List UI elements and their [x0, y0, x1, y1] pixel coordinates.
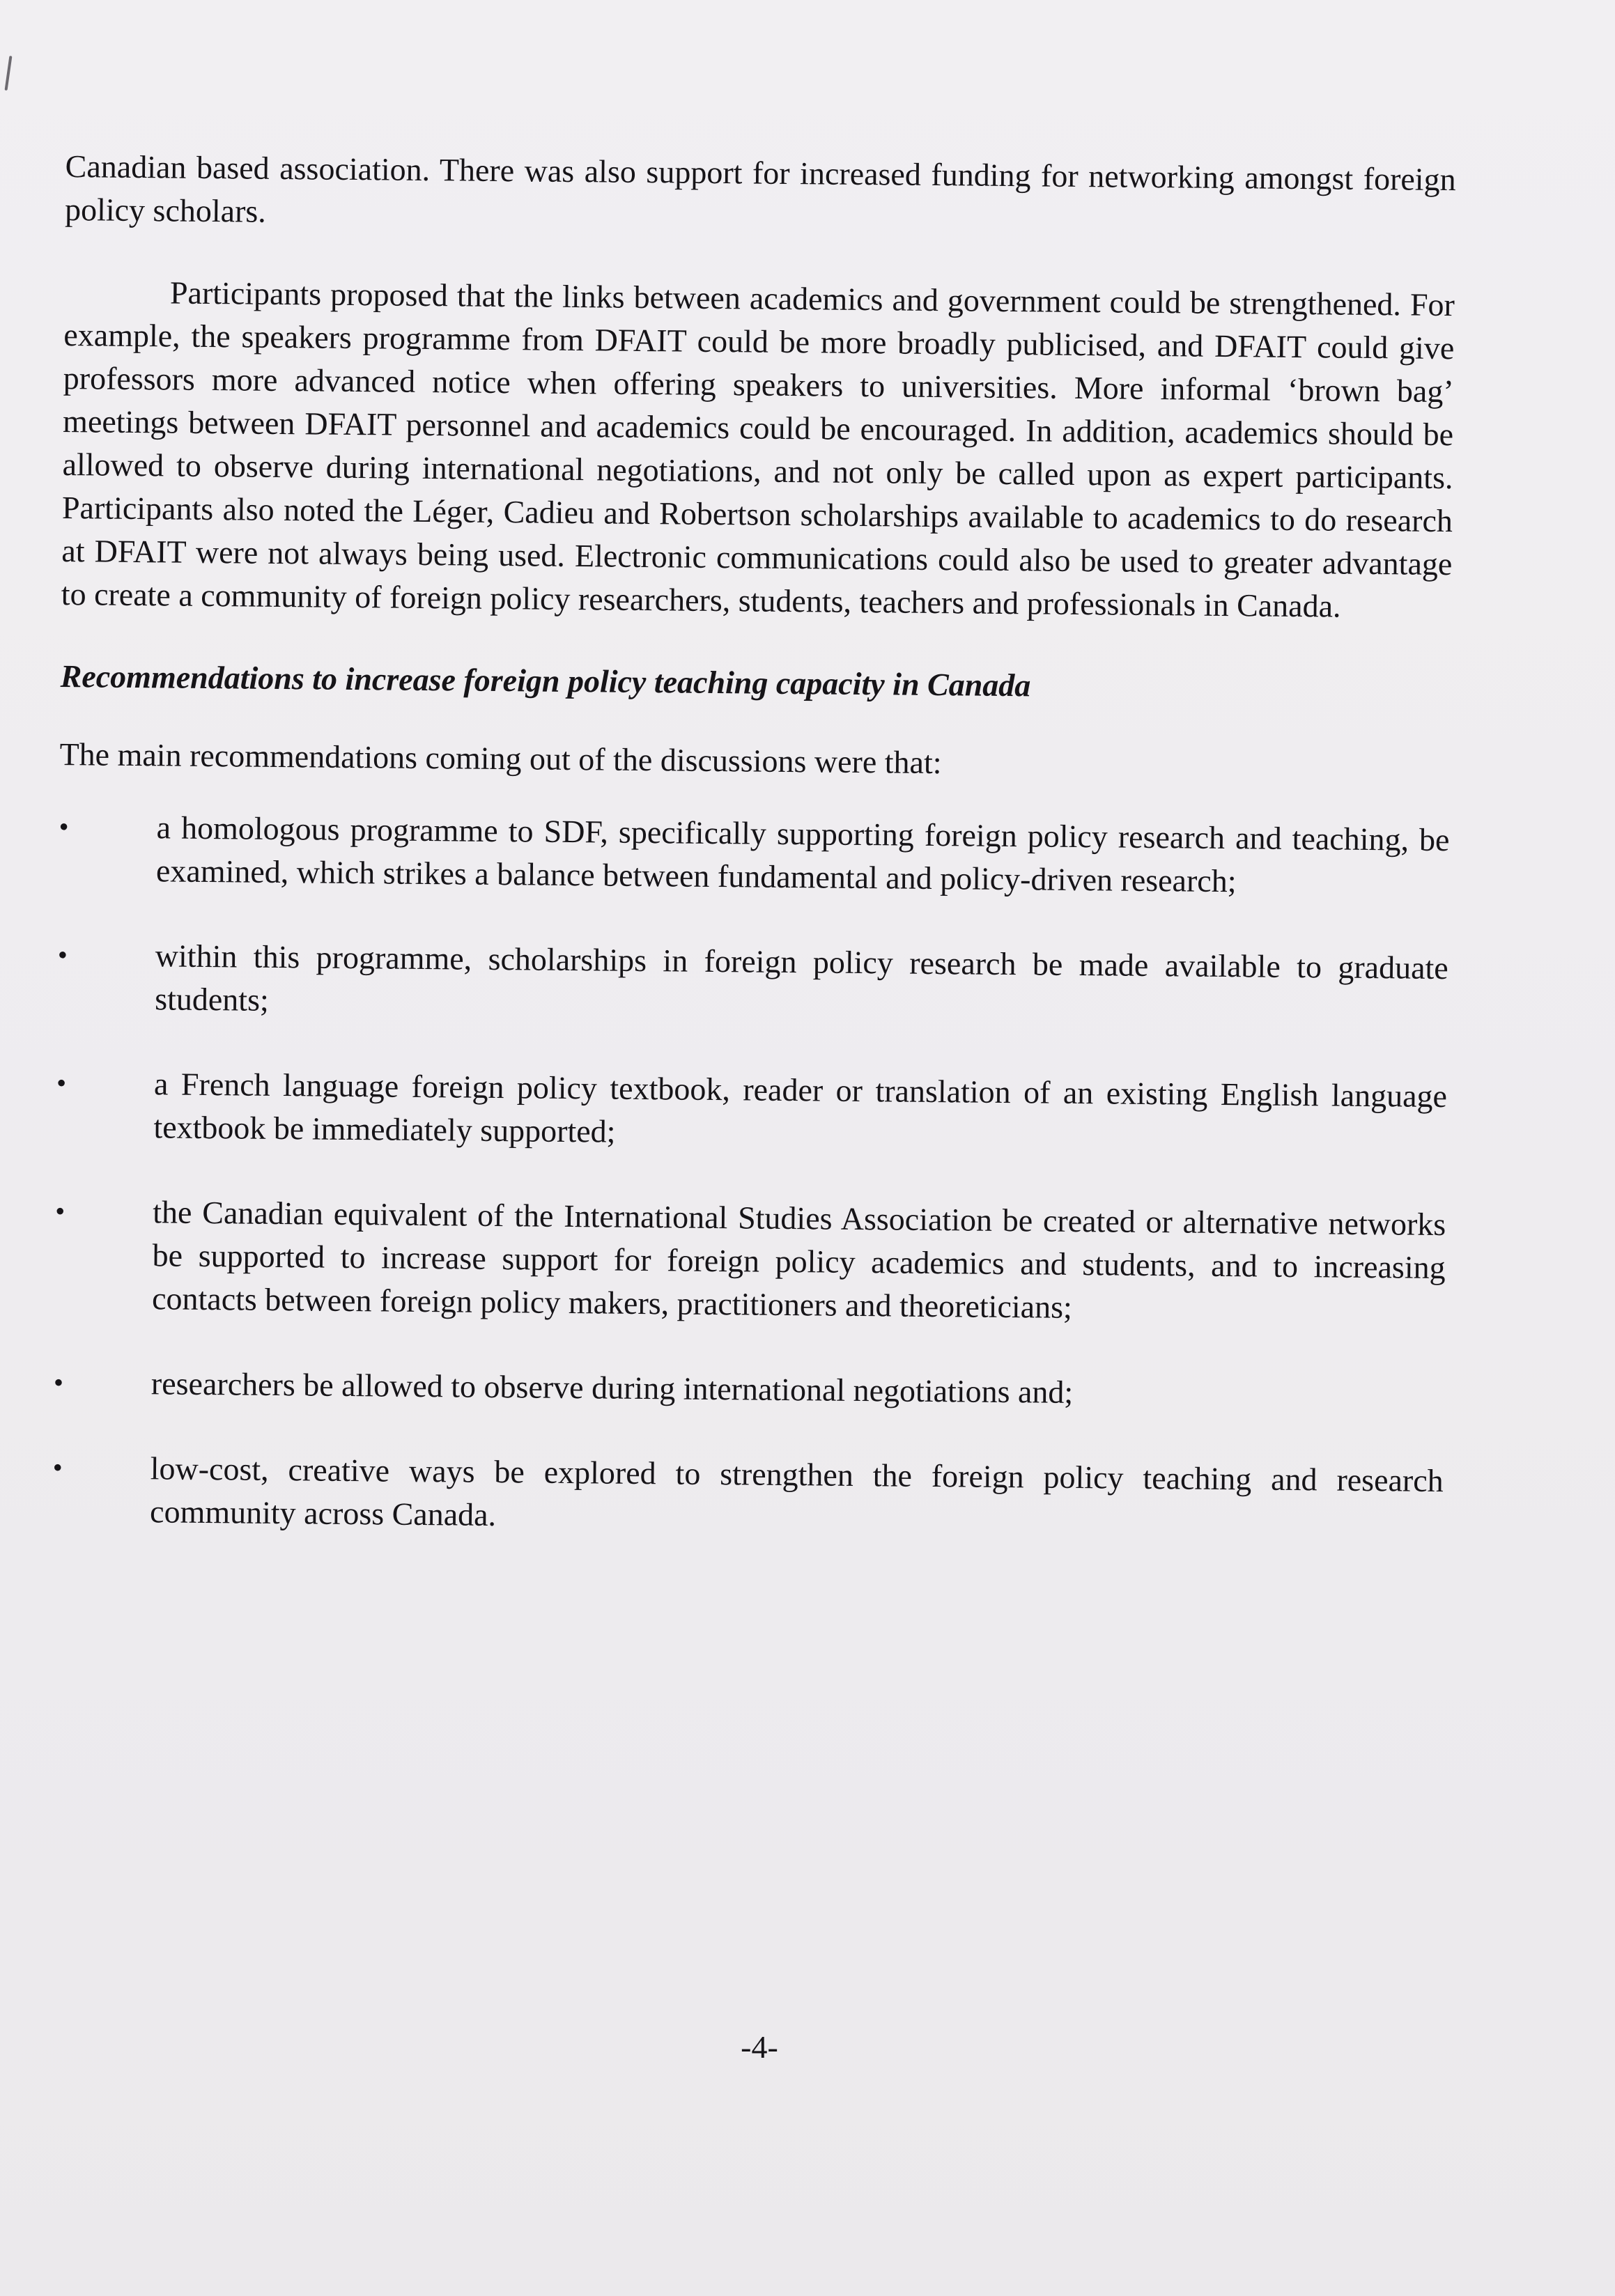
intro-text: The main recommendations coming out of the discussions were that:	[59, 736, 942, 781]
bullet-icon: •	[52, 1451, 63, 1484]
list-item	[56, 1062, 1447, 1161]
list-item-text: a homologous programme to SDF, specifically supporting foreign policy research and teaching, be examined, which strikes a balance between fundamental and policy-driven research;	[155, 809, 1450, 899]
list-item-text: within this programme, scholarships in foreign policy research be made available to graduate students;	[154, 938, 1448, 1018]
bullet-icon: •	[53, 1366, 64, 1399]
list-item	[57, 933, 1448, 1033]
bullet-icon: •	[59, 810, 69, 843]
page-number: -4-	[741, 2029, 778, 2065]
paragraph-links: Participants proposed that the links between academics and government could be strengthened. For example, the speakers programme from DFAIT could be more broadly publicised, and DFAIT could give professors more advanced notice when offering speakers to universities. More informal ‘brown bag’ meetings between DFAIT personnel and academics could be encouraged. In addition, academics should be allowed to observe during international negotiations, and not only be called upon as expert participants. Participants also noted the Léger, Cadieu and Robertson scholarships available to academics to do research at DFAIT were not always being used. Electronic communications could also be used to greater advantage to create a community of foreign policy researchers, students, teachers and professionals in Canada.	[61, 274, 1455, 624]
list-item-text: a French language foreign policy textbook, reader or translation of an existing English language textbook be immediately supported;	[153, 1066, 1448, 1149]
section-heading: Recommendations to increase foreign policy teaching capacity in Canada	[60, 658, 1031, 704]
scan-mark	[5, 56, 13, 91]
list-item	[52, 1446, 1444, 1546]
recommendations-list	[52, 805, 1450, 1546]
page-content	[52, 145, 1456, 1588]
bullet-icon: •	[55, 1195, 65, 1227]
bullet-icon: •	[57, 938, 68, 971]
bullet-icon: •	[56, 1066, 67, 1099]
list-item-text: the Canadian equivalent of the International Studies Association be created or alternative networks be supported to increase support for foreign policy academics and students, and to increasing contacts between foreign policy makers, practitioners and theoreticians;	[151, 1194, 1446, 1325]
list-item-text: researchers be allowed to observe during international negotiations and;	[150, 1365, 1074, 1410]
list-item-text: low-cost, creative ways be explored to strengthen the foreign policy teaching and research community across Canada.	[149, 1450, 1444, 1533]
list-item	[54, 1190, 1446, 1333]
list-item	[59, 805, 1450, 905]
list-item	[54, 1361, 1445, 1418]
paragraph-continuation: Canadian based association. There was also support for increased funding for networking amongst foreign policy scholars.	[64, 148, 1456, 229]
